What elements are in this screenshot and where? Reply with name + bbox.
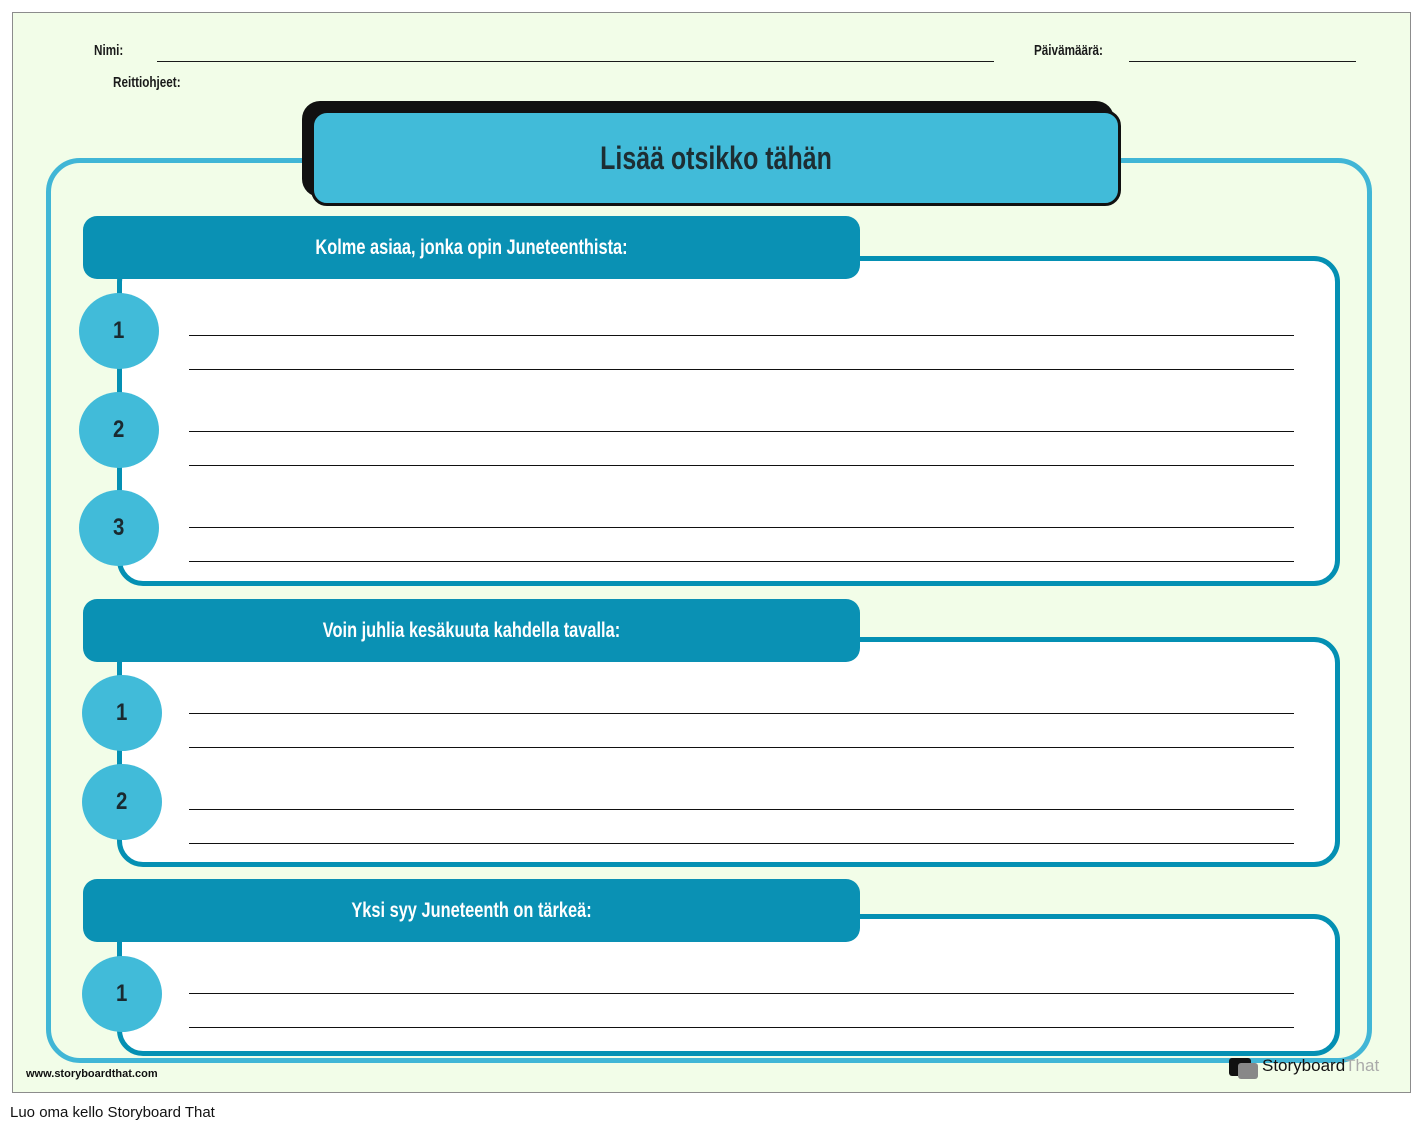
directions-label: Reittiohjeet: (113, 74, 181, 91)
caption-link[interactable]: Luo oma kello Storyboard That (10, 1104, 215, 1121)
name-label: Nimi: (94, 42, 124, 59)
writing-line[interactable] (189, 465, 1294, 466)
section-3-number-1: 1 (82, 956, 162, 1032)
storyboard-logo-icon-back (1238, 1063, 1258, 1079)
brand-storyboard: Storyboard (1262, 1056, 1346, 1075)
writing-line[interactable] (189, 843, 1294, 844)
writing-line[interactable] (189, 431, 1294, 432)
section-2-heading: Voin juhlia kesäkuuta kahdella tavalla: (322, 619, 621, 642)
date-line[interactable] (1129, 61, 1356, 62)
section-1-number-3: 3 (79, 490, 159, 566)
name-line[interactable] (157, 61, 994, 62)
date-label: Päivämäärä: (1034, 42, 1103, 59)
page-title: Lisää otsikko tähän (600, 140, 832, 176)
watermark-brand (1262, 1056, 1379, 1076)
writing-line[interactable] (189, 809, 1294, 810)
writing-line[interactable] (189, 527, 1294, 528)
writing-line[interactable] (189, 369, 1294, 370)
brand-that: That (1345, 1056, 1380, 1075)
section-1-number-2: 2 (79, 392, 159, 468)
writing-line[interactable] (189, 747, 1294, 748)
writing-line[interactable] (189, 713, 1294, 714)
section-2-number-1: 1 (82, 675, 162, 751)
writing-line[interactable] (189, 335, 1294, 336)
section-1-panel (117, 256, 1340, 586)
writing-line[interactable] (189, 561, 1294, 562)
writing-line[interactable] (189, 1027, 1294, 1028)
section-2-number-2: 2 (82, 764, 162, 840)
writing-line[interactable] (189, 993, 1294, 994)
section-2-panel (117, 637, 1340, 867)
section-1-heading: Kolme asiaa, jonka opin Juneteenthista: (315, 236, 628, 259)
section-1-number-1: 1 (79, 293, 159, 369)
watermark-url: www.storyboardthat.com (26, 1068, 158, 1080)
section-3-heading: Yksi syy Juneteenth on tärkeä: (351, 899, 592, 922)
